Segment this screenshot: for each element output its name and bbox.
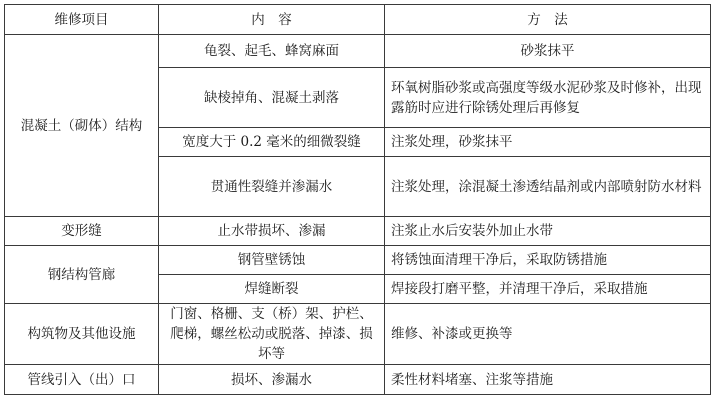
group-item-structures: 构筑物及其他设施 [5, 304, 159, 365]
row-method: 将锈蚀面清理干净后，采取防锈措施 [385, 246, 711, 275]
group-item-joint: 变形缝 [5, 217, 159, 246]
row-method: 焊接段打磨平整，并清理干净后，采取措施 [385, 275, 711, 304]
row-method: 砂浆抹平 [385, 35, 711, 68]
row-method: 环氧树脂砂浆或高强度等级水泥砂浆及时修补，出现露筋时应进行除锈处理后再修复 [385, 68, 711, 128]
table-row [5, 304, 711, 365]
table-row [5, 246, 711, 275]
row-content: 宽度大于 0.2 毫米的细微裂缝 [159, 128, 385, 157]
row-method: 注浆处理，涂混凝土渗透结晶剂或内部喷射防水材料 [385, 157, 711, 217]
header-row [5, 5, 711, 35]
table-row [5, 217, 711, 246]
group-item-concrete: 混凝土（砌体）结构 [5, 35, 159, 217]
group-item-pipeline-entry: 管线引入（出）口 [5, 365, 159, 395]
row-content: 钢管壁锈蚀 [159, 246, 385, 275]
header-content: 内 容 [159, 5, 385, 35]
row-content: 龟裂、起毛、蜂窝麻面 [159, 35, 385, 68]
row-method: 注浆止水后安装外加止水带 [385, 217, 711, 246]
row-method: 维修、补漆或更换等 [385, 304, 711, 365]
row-method: 柔性材料堵塞、注浆等措施 [385, 365, 711, 395]
maintenance-table [4, 4, 711, 395]
row-content: 焊缝断裂 [159, 275, 385, 304]
row-content: 损坏、渗漏水 [159, 365, 385, 395]
table-row [5, 35, 711, 68]
table-row [5, 365, 711, 395]
header-method: 方 法 [385, 5, 711, 35]
row-content: 门窗、格栅、支（桥）架、护栏、爬梯，螺丝松动或脱落、掉漆、损坏等 [159, 304, 385, 365]
row-content: 缺棱掉角、混凝土剥落 [159, 68, 385, 128]
header-item: 维修项目 [5, 5, 159, 35]
row-content: 止水带损坏、渗漏 [159, 217, 385, 246]
row-content: 贯通性裂缝并渗漏水 [159, 157, 385, 217]
row-method: 注浆处理，砂浆抹平 [385, 128, 711, 157]
group-item-steel: 钢结构管廊 [5, 246, 159, 304]
